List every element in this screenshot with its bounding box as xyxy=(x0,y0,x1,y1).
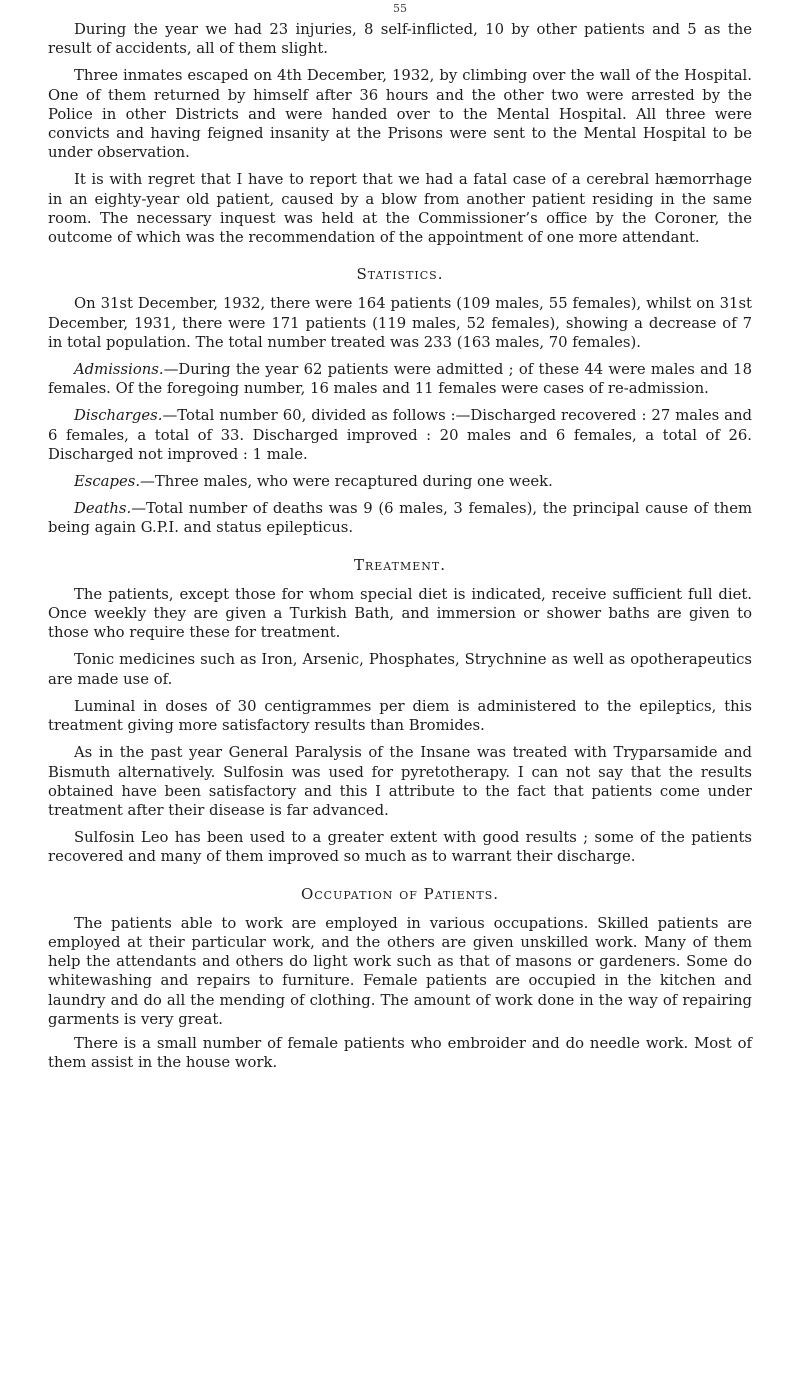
paragraph-treatment-diet: The patients, except those for whom special diet is indicated, receive sufficient full diet. Once weekly they are given a Turkish Bath, and immersion or shower baths are given to those who require these for treatment. xyxy=(48,585,752,642)
paragraph-discharges xyxy=(48,406,752,464)
paragraph-treatment-paralysis: As in the past year General Paralysis of the Insane was treated with Tryparsamide and Bismuth alternatively. Sulfosin was used for pyretotherapy. I can not say that the results obtained have been satisfactory and this I attribute to the fact that patients come under treatment after their disease is far advanced. xyxy=(48,744,752,819)
paragraph-escapes xyxy=(48,472,752,491)
admissions-text: —During the year 62 patients were admitted ; of these 44 were males and 18 females. Of the foregoing number, 16 males and 11 females were cases of re-admission. xyxy=(48,361,752,398)
paragraph-statistics-intro: On 31st December, 1932, there were 164 patients (109 males, 55 females), whilst on 31st December, 1931, there were 171 patients (119 males, 52 females), showing a decrease of 7 in total population. The total number treated was 233 (163 males, 70 females). xyxy=(48,295,752,351)
escapes-label: Escapes. xyxy=(74,473,141,491)
paragraph-treatment-sulfosin: Sulfosin Leo has been used to a greater extent with good results ; some of the patients recovered and many of them improved so much as to warrant their discharge. xyxy=(48,829,752,866)
paragraph-escape: Three inmates escaped on 4th December, 1932, by climbing over the wall of the Hospital. One of them returned by himself after 36 hours and the other two were arrested by the Police in other Districts and were handed over to the Mental Hospital. All three were convicts and having feigned insanity at the Prisons were sent to the Mental Hospital to be under observation. xyxy=(48,67,752,162)
paragraph-admissions xyxy=(48,360,752,398)
section-heading-occupation: Occupation of Patients. xyxy=(300,884,500,903)
page-number: 55 xyxy=(393,2,407,15)
escapes-text: —Three males, who were recaptured during one week. xyxy=(140,473,553,491)
admissions-label: Admissions. xyxy=(74,361,164,379)
paragraph-occupation-work: The patients able to work are employed in various occupations. Skilled patients are employed at their particular work, and the others are given unskilled work. Many of them help the attendants and others do light work such as that of masons or gardeners. Some do whitewashing and repairs to furniture. Female patients are occupied in the kitchen and laundry and do all the mending of clothing. The amount of work done in the way of repairing garments is very great. xyxy=(48,914,752,1028)
paragraph-injuries: During the year we had 23 injuries, 8 self-inflicted, 10 by other patients and 5 as the result of accidents, all of them slight. xyxy=(48,21,752,58)
paragraph-deaths xyxy=(48,499,752,537)
discharges-text: —Total number 60, divided as follows :—Discharged recovered : 27 males and 6 females, a total of 33. Discharged improved : 20 males and 6 females, a total of 26. Discharged not improved : 1 male. xyxy=(48,407,752,463)
paragraph-treatment-luminal: Luminal in doses of 30 centigrammes per diem is administered to the epileptics, this treatment giving more satisfactory results than Bromides. xyxy=(48,697,752,735)
discharges-label: Discharges. xyxy=(74,407,163,425)
deaths-label: Deaths. xyxy=(74,500,132,518)
text-column xyxy=(48,20,752,1080)
paragraph-fatal-case: It is with regret that I have to report that we had a fatal case of a cerebral hæmorrhage in an eighty-year old patient, caused by a blow from another patient residing in the same room. The necessary inquest was held at the Commissioner’s office by the Coroner, the outcome of which was the recommendation of the appointment of one more attendant. xyxy=(48,171,752,247)
paragraph-occupation-needlework: There is a small number of female patients who embroider and do needle work. Most of them assist in the house work. xyxy=(48,1034,752,1072)
paragraph-treatment-tonics: Tonic medicines such as Iron, Arsenic, Phosphates, Strychnine as well as opotherapeutics are made use of. xyxy=(48,651,752,688)
deaths-text: —Total number of deaths was 9 (6 males, 3 females), the principal cause of them being again G.P.I. and status epilepticus. xyxy=(48,500,752,537)
section-heading-statistics: Statistics. xyxy=(356,265,444,284)
section-heading-treatment: Treatment. xyxy=(353,555,447,574)
